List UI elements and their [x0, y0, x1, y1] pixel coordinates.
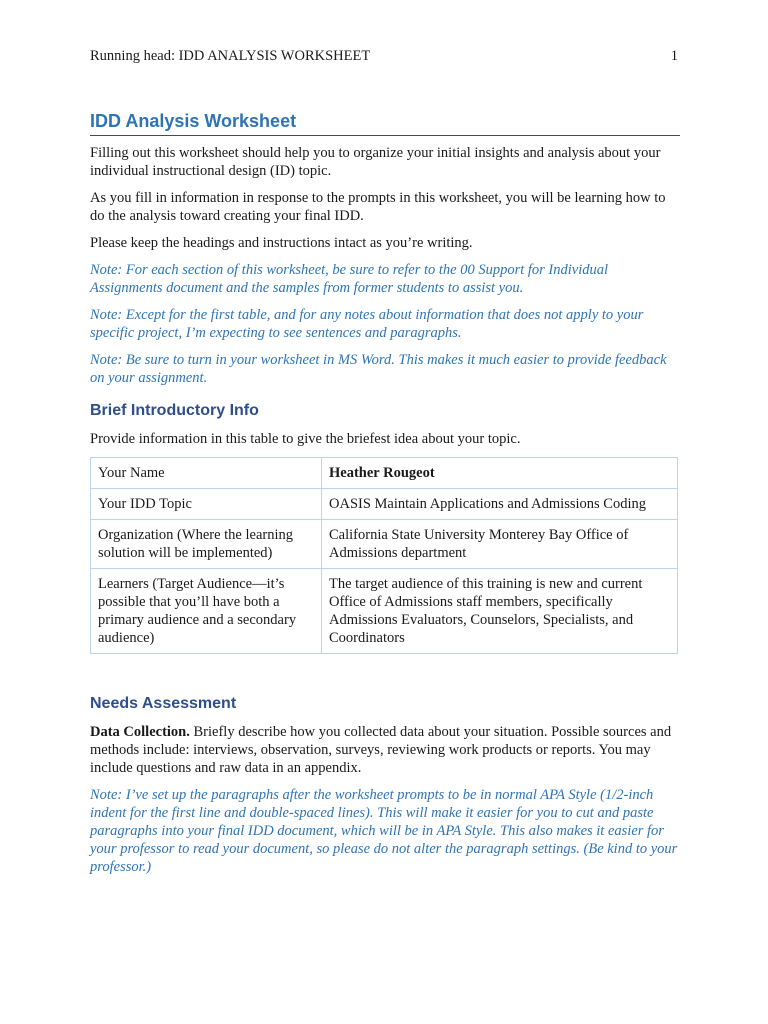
row-value-organization: California State University Monterey Bay Office of Admissions department [322, 520, 678, 569]
note-ms-word: Note: Be sure to turn in your worksheet in MS Word. This makes it much easier to provide feedback on your assignment. [90, 352, 667, 386]
intro-paragraph-1: Filling out this worksheet should help you to organize your initial insights and analysis about your individual instructional design (ID) topic. [90, 145, 661, 179]
data-collection-paragraph [90, 723, 680, 777]
data-collection-text: Briefly describe how you collected data about your situation. Possible sources and methods include: interviews, observation, surveys, reviewing work products or reports. You may include questions and raw data in an appendix. [90, 724, 672, 776]
table-row [91, 569, 678, 654]
running-head: Running head: IDD ANALYSIS WORKSHEET [90, 48, 371, 64]
note-sentences: Note: Except for the first table, and for any notes about information that does not apply to your specific project, I’m expecting to see sentences and paragraphs. [90, 307, 644, 341]
intro-info-table [90, 457, 678, 654]
row-label-name: Your Name [91, 458, 322, 489]
row-value-topic: OASIS Maintain Applications and Admissions Coding [322, 489, 678, 520]
note-refer-support: Note: For each section of this worksheet, be sure to refer to the 00 Support for Individual Assignments document and the samples from former students to assist you. [90, 262, 609, 296]
note-apa-style: Note: I’ve set up the paragraphs after the worksheet prompts to be in normal APA Style (1/2-inch indent for the first line and double-spaced lines). This will make it easier for you to cut and paste paragraphs into your final IDD document, which will be in APA Style. This also makes it easier for your professor to read your document, so please do not alter the paragraph settings. (Be kind to your professor.) [90, 787, 678, 875]
intro-paragraph-3: Please keep the headings and instructions intact as you’re writing. [90, 235, 473, 251]
document-body [90, 109, 680, 885]
table-row [91, 458, 678, 489]
row-label-organization: Organization (Where the learning solution will be implemented) [91, 520, 322, 569]
row-value-learners: The target audience of this training is new and current Office of Admissions staff members, specifically Admissions Evaluators, Counselors, Specialists, and Coordinators [322, 569, 678, 654]
row-label-learners: Learners (Target Audience—it’s possible that you’ll have both a primary audience and a secondary audience) [91, 569, 322, 654]
page-number: 1 [670, 48, 678, 64]
document-title: IDD Analysis Worksheet [90, 109, 680, 136]
intro-paragraph-2: As you fill in information in response to the prompts in this worksheet, you will be learning how to do the analysis toward creating your final IDD. [90, 190, 666, 224]
row-value-name: Heather Rougeot [322, 458, 678, 489]
brief-info-description: Provide information in this table to give the briefest idea about your topic. [90, 431, 521, 447]
data-collection-label: Data Collection. [90, 724, 190, 740]
row-label-topic: Your IDD Topic [91, 489, 322, 520]
brief-info-heading: Brief Introductory Info [90, 402, 259, 419]
table-row [91, 520, 678, 569]
table-row [91, 489, 678, 520]
needs-assessment-heading: Needs Assessment [90, 695, 237, 712]
